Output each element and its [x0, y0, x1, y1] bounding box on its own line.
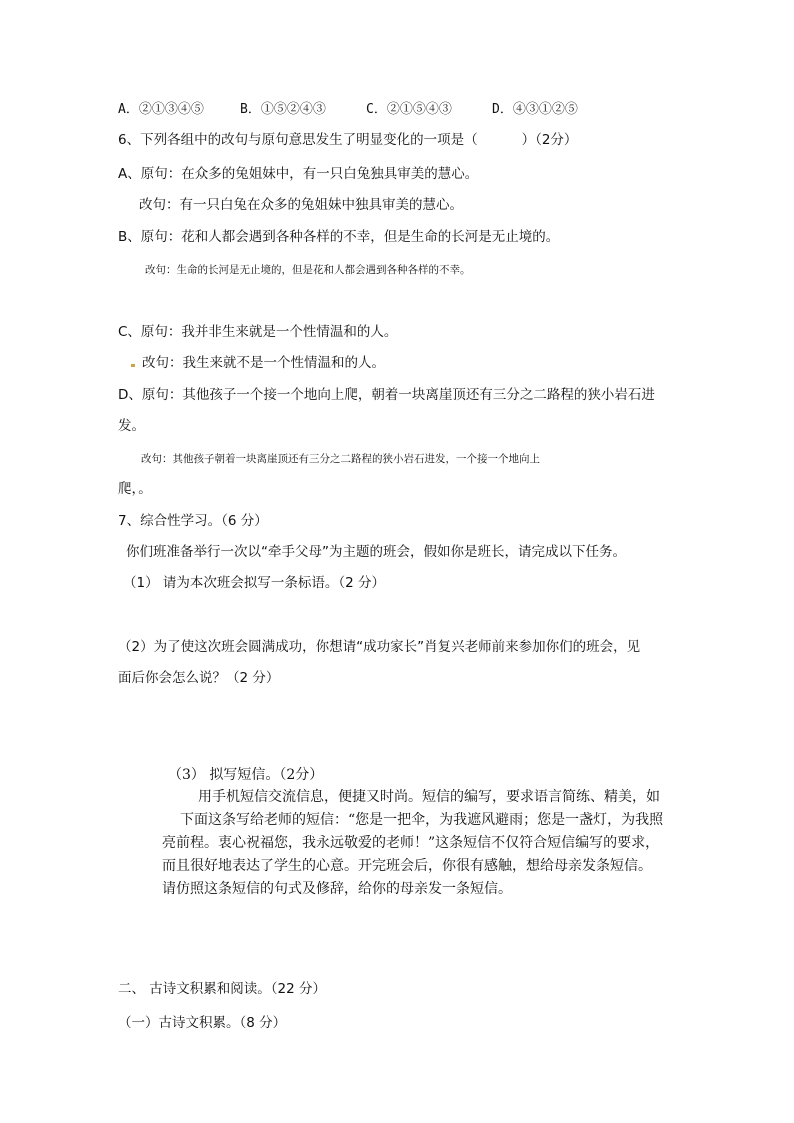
q6-d-revised-line2: 爬，。: [118, 481, 152, 497]
q7-sub3-line: 而且很好地表达了学生的心意。开完班会后，你很有感触，想给母亲发条短信。: [162, 858, 652, 874]
q5-options-row: [118, 101, 578, 119]
section2-title: 二、 古诗文积累和阅读。（22 分）: [118, 981, 327, 997]
q7-sub3-line: 用手机短信交流信息，便捷又时尚。短信的编写，要求语言简练、精美，如: [198, 789, 660, 805]
q5-option-c: C．②①⑤④③: [366, 102, 452, 117]
q5-option-a: A．②①③④⑤: [118, 102, 204, 117]
q6-title-post: ）（2分）: [521, 132, 578, 148]
q6-c-revised: 改句：我生来就不是一个性情温和的人。: [142, 355, 385, 371]
decorative-dot: [131, 364, 135, 367]
q6-title-pre: 6、下列各组中的改句与原句意思发生了明显变化的一项是（: [118, 132, 478, 148]
q7-title: 7、综合性学习。（6 分）: [118, 513, 268, 529]
q7-intro: 你们班准备举行一次以“牵手父母”为主题的班会，假如你是班长，请完成以下任务。: [126, 544, 626, 560]
q7-sub3-line: 亮前程。衷心祝福您，我永远敬爱的老师！”这条短信不仅符合短信编写的要求，: [162, 835, 660, 851]
q6-d-original-line2: 发。: [118, 418, 145, 434]
section2-sub1: （一）古诗文积累。（8 分）: [118, 1015, 287, 1031]
q6-d-revised-line1: 改句：其他孩子朝着一块离崖顶还有三分之二路程的狭小岩石进发，一个接一个地向上: [141, 453, 540, 465]
q7-sub3-line: 请仿照这条短信的句式及修辞，给你的母亲发一条短信。: [162, 881, 512, 897]
q7-sub3-line: 下面这条写给老师的短信：“您是一把伞，为我遮风避雨；您是一盏灯，为我照: [180, 812, 664, 828]
q7-sub1: （1） 请为本次班会拟写一条标语。（2 分）: [123, 575, 386, 591]
q6-d-original-line1: D、原句：其他孩子一个接一个地向上爬，朝着一块离崖顶还有三分之二路程的狭小岩石进: [118, 387, 655, 403]
q6-title: [118, 131, 577, 149]
q7-sub3-body: [162, 786, 722, 901]
q6-b-original: B、原句：花和人都会遇到各种各样的不幸，但是生命的长河是无止境的。: [118, 229, 560, 245]
q6-a-revised: 改句：有一只白兔在众多的兔姐妹中独具审美的慧心。: [139, 197, 463, 213]
q5-option-d: D．④③①②⑤: [492, 102, 578, 117]
q7-sub3-title: （3） 拟写短信。（2分）: [168, 767, 324, 783]
q7-sub2-line1: （2）为了使这次班会圆满成功，你想请“成功家长”肖复兴老师前来参加你们的班会，见: [118, 639, 641, 655]
q6-a-original: A、原句：在众多的兔姐妹中，有一只白兔独具审美的慧心。: [118, 166, 479, 182]
q5-option-b: B．①⑤②④③: [240, 102, 326, 117]
q7-sub2-line2: 面后你会怎么说？（2 分）: [118, 670, 280, 686]
q6-c-original: C、原句：我并非生来就是一个性情温和的人。: [118, 324, 398, 340]
q6-b-revised: 改句：生命的长河是无止境的，但是花和人都会遇到各种各样的不幸。: [145, 264, 471, 276]
